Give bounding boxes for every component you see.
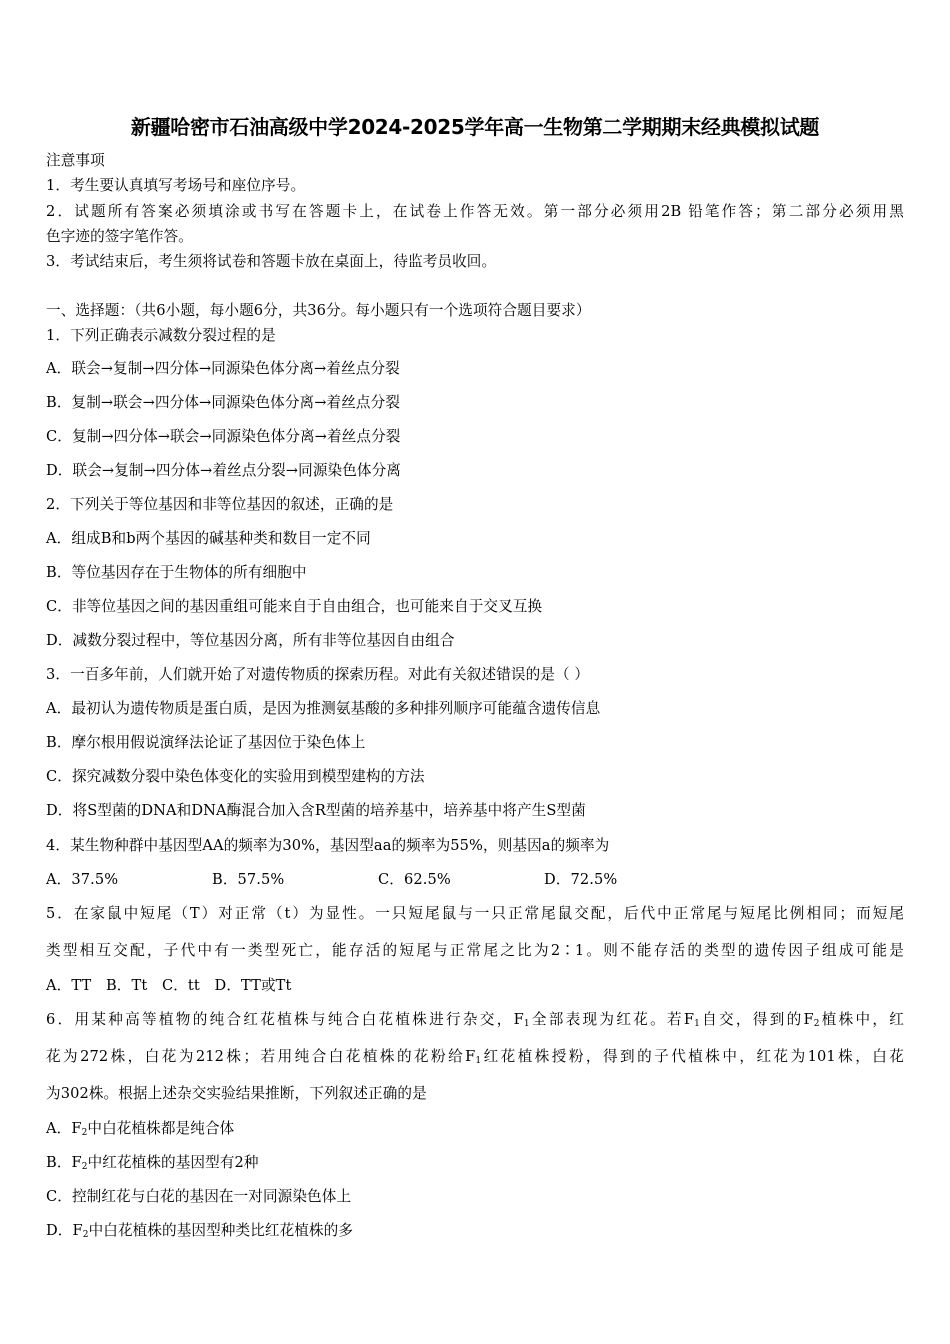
question-1-option-d: D．联会→复制→四分体→着丝点分裂→同源染色体分离: [46, 462, 401, 479]
notice-item-3: 3．考试结束后，考生须将试卷和答题卡放在桌面上，待监考员收回。: [46, 253, 497, 270]
question-4-options: [46, 869, 617, 891]
question-1-option-a: A．联会→复制→四分体→同源染色体分离→着丝点分裂: [46, 360, 400, 377]
question-6-option-d: [46, 1220, 353, 1242]
q6-option-text: 中白花植株都是纯合体: [87, 1120, 235, 1137]
q6-subscript: 2: [81, 1162, 88, 1172]
question-2-option-d: D．减数分裂过程中，等位基因分离，所有非等位基因自由组合: [46, 632, 455, 649]
q6-option-text: A．F: [46, 1120, 82, 1137]
question-2-option-c: C．非等位基因之间的基因重组可能来自于自由组合，也可能来自于交叉互换: [46, 598, 543, 615]
question-1-option-c: C．复制→四分体→联会→同源染色体分离→着丝点分裂: [46, 428, 401, 445]
question-2-stem: 2．下列关于等位基因和非等位基因的叙述，正确的是: [46, 496, 394, 513]
question-2-option-b: B．等位基因存在于生物体的所有细胞中: [46, 564, 307, 581]
q6-text: 6．用某种高等植物的纯合红花植株与纯合白花植株进行杂交，F: [46, 1011, 524, 1028]
question-3-option-c: C．探究减数分裂中染色体变化的实验用到模型建构的方法: [46, 768, 425, 785]
question-3-stem: 3．一百多年前，人们就开始了对遗传物质的探索历程。对此有关叙述错误的是（ ）: [46, 666, 590, 683]
page-title: 新疆哈密市石油高级中学2024-2025学年高一生物第二学期期末经典模拟试题: [130, 115, 820, 139]
notice-item-2-cont: 色字迹的签字笔作答。: [46, 228, 193, 245]
q6-subscript: 2: [81, 1128, 88, 1138]
q6-option-text: D．F: [46, 1222, 83, 1239]
question-4-option-c: C．62.5%: [378, 871, 451, 888]
question-4-option-a: A．37.5%: [46, 871, 119, 888]
q6-subscript: 2: [813, 1019, 820, 1029]
q6-text: 红花植株授粉，得到的子代植株中，红花为101株，白花: [481, 1048, 904, 1065]
question-3-option-b: B．摩尔根用假说演绎法论证了基因位于染色体上: [46, 734, 366, 751]
question-6-stem-line-3: 为302株。根据上述杂交实验结果推断，下列叙述正确的是: [46, 1085, 427, 1102]
question-4-option-d: D．72.5%: [544, 871, 618, 888]
question-1-stem: 1．下列正确表示减数分裂过程的是: [46, 327, 276, 344]
q6-text: 花为272株，白花为212株；若用纯合白花植株的花粉给F: [46, 1048, 476, 1065]
q6-subscript: 2: [82, 1230, 89, 1240]
question-6-option-b: [46, 1152, 259, 1174]
question-3-option-a: A．最初认为遗传物质是蛋白质，是因为推测氨基酸的多种排列顺序可能蕴含遗传信息: [46, 700, 601, 717]
question-3-option-d: D．将S型菌的DNA和DNA酶混合加入含R型菌的培养基中，培养基中将产生S型菌: [46, 802, 586, 819]
q6-text: 自交，得到的F: [699, 1011, 814, 1028]
question-5-stem-line-1: 5．在家鼠中短尾（T）对正常（t）为显性。一只短尾鼠与一只正常尾鼠交配，后代中正常尾与短尾比例相同；而短尾: [46, 905, 904, 922]
question-4-option-b: B．57.5%: [212, 871, 285, 888]
notice-item-1: 1．考生要认真填写考场号和座位序号。: [46, 177, 306, 194]
section-heading: 一、选择题：（共6小题，每小题6分，共36分。每小题只有一个选项符合题目要求）: [46, 302, 591, 319]
notice-item-2: 2．试题所有答案必须填涂或书写在答题卡上，在试卷上作答无效。第一部分必须用2B 铅笔作答；第二部分必须用黑: [46, 203, 904, 220]
q6-text: 植株中，红: [819, 1011, 904, 1028]
question-6-option-a: [46, 1118, 234, 1140]
question-5-options: A．TT B．Tt C．tt D．TT或Tt: [46, 977, 292, 994]
question-6-option-c: C．控制红花与白花的基因在一对同源染色体上: [46, 1188, 352, 1205]
q6-option-text: 中白花植株的基因型种类比红花植株的多: [88, 1222, 354, 1239]
question-6-stem-line-2: [46, 1046, 904, 1068]
q6-option-text: 中红花植株的基因型有2种: [87, 1154, 259, 1171]
q6-option-text: B．F: [46, 1154, 82, 1171]
question-5-stem-line-2: 类型相互交配，子代中有一类型死亡，能存活的短尾与正常尾之比为2∶1。则不能存活的类型的遗传因子组成可能是: [46, 942, 904, 959]
q6-subscript: 1: [694, 1019, 700, 1029]
question-6-stem-line-1: [46, 1009, 904, 1031]
notice-heading: 注意事项: [46, 152, 105, 169]
q6-text: 全部表现为红花。若F: [529, 1011, 695, 1028]
question-4-stem: 4．某生物种群中基因型AA的频率为30%，基因型aa的频率为55%，则基因a的频率为: [46, 837, 610, 854]
q6-subscript: 1: [523, 1019, 530, 1029]
question-1-option-b: B．复制→联会→四分体→同源染色体分离→着丝点分裂: [46, 394, 401, 411]
q6-subscript: 1: [475, 1056, 482, 1066]
question-2-option-a: A．组成B和b两个基因的碱基种类和数目一定不同: [46, 530, 371, 547]
